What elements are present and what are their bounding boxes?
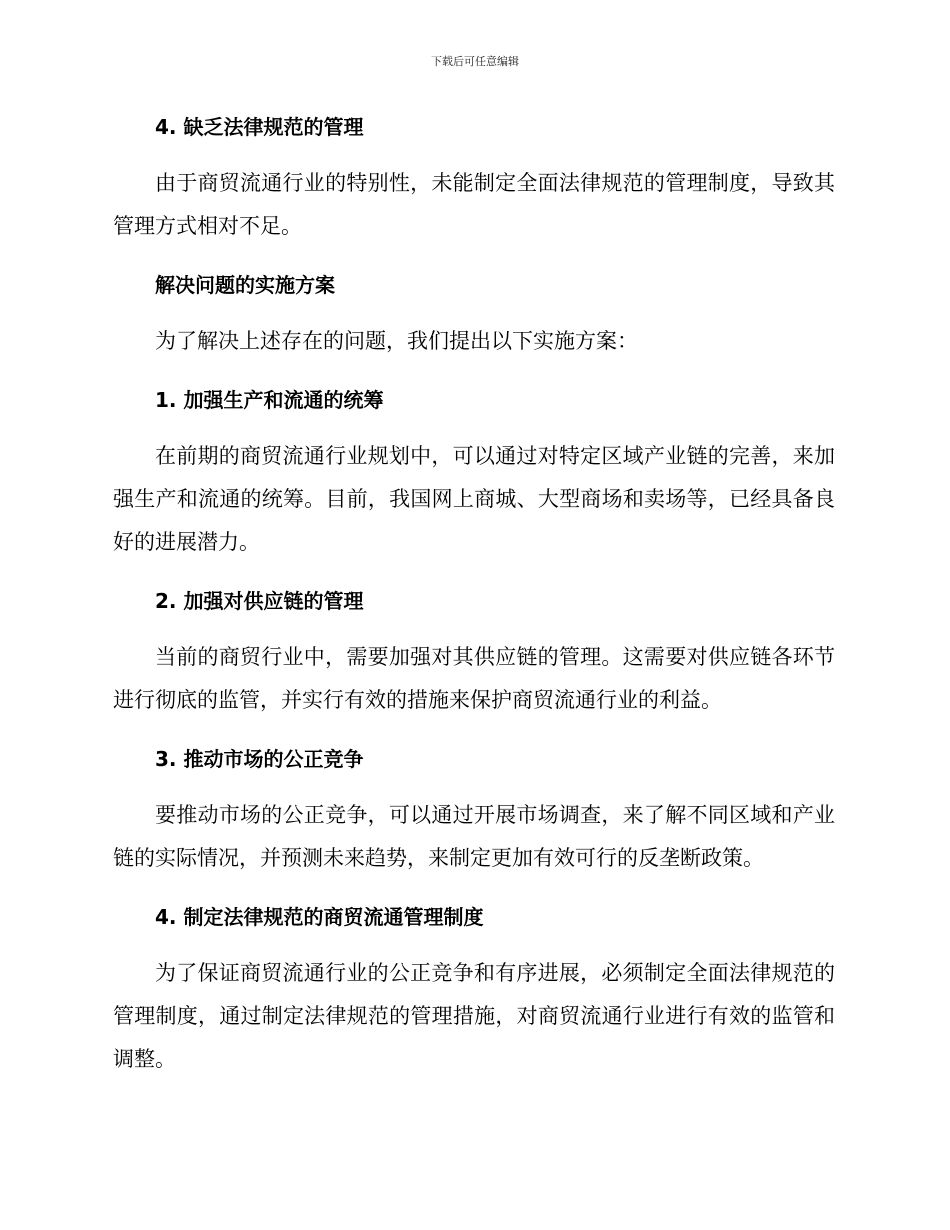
section-paragraph: 为了保证商贸流通行业的公正竞争和有序进展，必须制定全面法律规范的管理制度，通过制定法律规范的管理措施，对商贸流通行业进行有效的监管和调整。 — [113, 961, 835, 1071]
section-heading: 解决问题的实施方案 — [155, 273, 335, 297]
section-paragraph: 要推动市场的公正竞争，可以通过开展市场调查，来了解不同区域和产业链的实际情况，并预测未来趋势，来制定更加有效可行的反垄断政策。 — [113, 803, 835, 870]
section-heading: 3. 推动市场的公正竞争 — [155, 747, 364, 771]
page-header-note: 下载后可任意编辑 — [431, 55, 519, 68]
section-paragraph: 为了解决上述存在的问题，我们提出以下实施方案： — [155, 329, 638, 353]
section-heading: 2. 加强对供应链的管理 — [155, 589, 364, 613]
section-heading: 4. 制定法律规范的商贸流通管理制度 — [155, 905, 484, 929]
section-paragraph: 当前的商贸行业中，需要加强对其供应链的管理。这需要对供应链各环节进行彻底的监管，并实行有效的措施来保护商贸流通行业的利益。 — [113, 645, 835, 712]
section-paragraph: 由于商贸流通行业的特别性，未能制定全面法律规范的管理制度，导致其管理方式相对不足。 — [113, 171, 835, 238]
document-body — [113, 111, 835, 1081]
section-heading: 4. 缺乏法律规范的管理 — [155, 115, 364, 139]
section-paragraph: 在前期的商贸流通行业规划中，可以通过对特定区域产业链的完善，来加强生产和流通的统筹。目前，我国网上商城、大型商场和卖场等，已经具备良好的进展潜力。 — [113, 444, 835, 554]
section-heading: 1. 加强生产和流通的统筹 — [155, 388, 384, 412]
